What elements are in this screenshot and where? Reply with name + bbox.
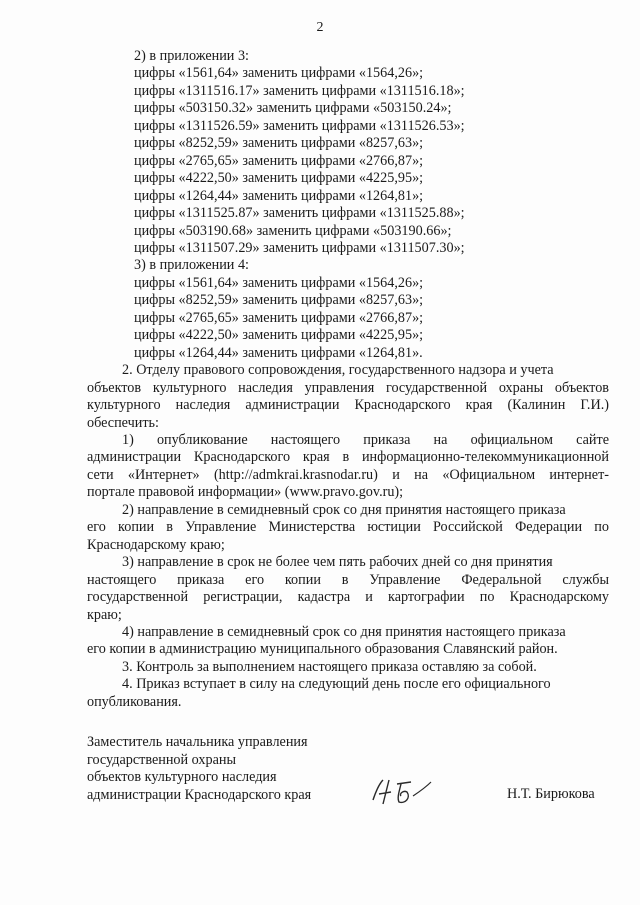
section2-item1-line: 1) опубликование настоящего приказа на официальном сайте (122, 431, 609, 448)
annex3-line: цифры «503190.68» заменить цифрами «503190.66»; (134, 222, 452, 239)
annex3-line: цифры «8252,59» заменить цифрами «8257,63»; (134, 135, 424, 152)
section2-item3-line: краю; (87, 606, 122, 623)
section3-line: 3. Контроль за выполнением настоящего приказа оставляю за собой. (122, 658, 537, 675)
section2-item3-line: государственной регистрации, кадастра и картографии по Краснодарскому (87, 589, 609, 606)
annex3-line: цифры «1311525.87» заменить цифрами «1311525.88»; (134, 205, 465, 222)
annex4-line: цифры «1561,64» заменить цифрами «1564,26»; (134, 274, 424, 291)
section2-item4-line: 4) направление в семидневный срок со дня принятия настоящего приказа (122, 623, 566, 640)
page-number: 2 (316, 20, 324, 35)
section2-line: объектов культурного наследия управления государственной охраны объектов (87, 379, 609, 396)
section4-line: 4. Приказ вступает в силу на следующий день после его официального (122, 676, 551, 693)
signature-block (87, 734, 627, 804)
section2-item2-line: его копии в Управление Министерства юстиции Российской Федерации по (87, 519, 609, 536)
section2-item3-line: 3) направление в срок не более чем пять рабочих дней со дня принятия (122, 554, 553, 571)
signatory-name: Н.Т. Бирюкова (507, 786, 595, 802)
annex3-line: цифры «1561,64» заменить цифрами «1564,26»; (134, 65, 424, 82)
annex4-line: цифры «8252,59» заменить цифрами «8257,63»; (134, 292, 424, 309)
signatory-position-line: государственной охраны (87, 751, 237, 768)
signatory-position-line: Заместитель начальника управления (87, 734, 308, 750)
section2-line: культурного наследия администрации Краснодарского края (Калинин Г.И.) (87, 397, 609, 414)
section2-item2-line: 2) направление в семидневный срок со дня принятия настоящего приказа (122, 501, 566, 518)
section4-line: опубликования. (87, 693, 182, 710)
handwritten-signature-icon (367, 774, 447, 808)
section2-item3-line: настоящего приказа его копии в Управление Федеральной службы (87, 571, 609, 588)
annex4-line: цифры «2765,65» заменить цифрами «2766,87»; (134, 309, 424, 326)
section2-item2-line: Краснодарскому краю; (87, 536, 225, 553)
annex3-line: цифры «4222,50» заменить цифрами «4225,95»; (134, 170, 424, 187)
signatory-position-line: администрации Краснодарского края (87, 786, 312, 803)
document-body (87, 48, 609, 711)
annex3-line: цифры «503150.32» заменить цифрами «503150.24»; (134, 100, 452, 117)
annex4-line: цифры «4222,50» заменить цифрами «4225,95»; (134, 327, 424, 344)
section2-item1-line: портале правовой информации» (www.pravo.gov.ru); (87, 484, 404, 501)
annex3-line: цифры «1264,44» заменить цифрами «1264,81»; (134, 187, 424, 204)
annex3-heading: 2) в приложении 3: (134, 48, 249, 64)
section2-item1-line: администрации Краснодарского края в информационно-телекоммуникационной (87, 449, 609, 466)
annex3-line: цифры «1311507.29» заменить цифрами «1311507.30»; (134, 239, 465, 256)
section2-item1-line: сети «Интернет» (http://admkrai.krasnodar.ru) и на «Официальном интернет- (87, 466, 609, 483)
annex3-line: цифры «1311526.59» заменить цифрами «1311526.53»; (134, 117, 465, 134)
section2-line: 2. Отделу правового сопровождения, государственного надзора и учета (122, 362, 554, 379)
section2-line: обеспечить: (87, 414, 159, 431)
annex3-line: цифры «2765,65» заменить цифрами «2766,87»; (134, 152, 424, 169)
signatory-position-line: объектов культурного наследия (87, 769, 277, 785)
annex3-line: цифры «1311516.17» заменить цифрами «1311516.18»; (134, 82, 465, 99)
annex4-line: цифры «1264,44» заменить цифрами «1264,81». (134, 344, 423, 361)
annex4-heading: 3) в приложении 4: (134, 257, 249, 274)
section2-item4-line: его копии в администрацию муниципального образования Славянский район. (87, 641, 558, 658)
